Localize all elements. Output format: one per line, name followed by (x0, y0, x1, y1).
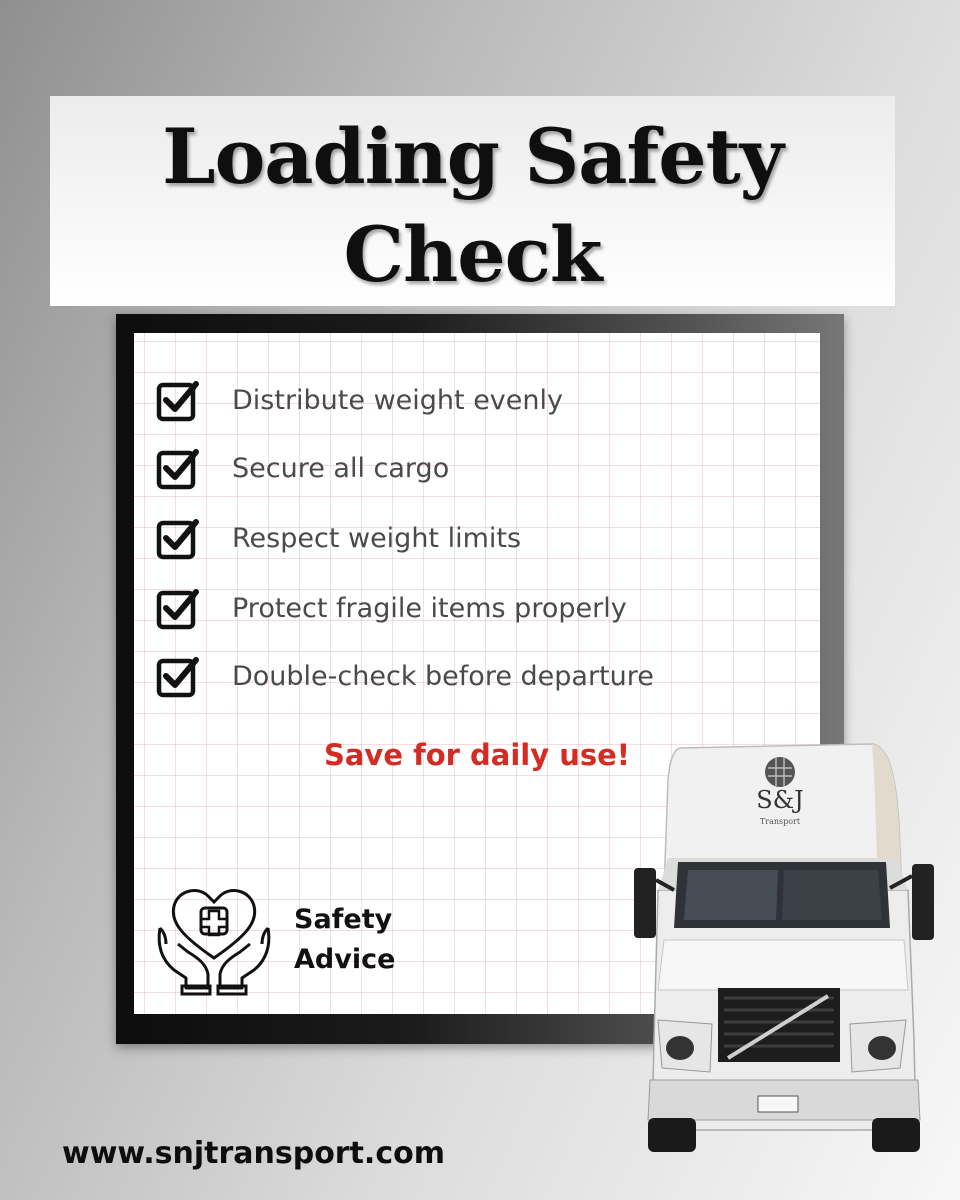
checkbox-checked-icon (156, 654, 200, 698)
advice-line-1: Safety (294, 904, 393, 935)
checklist-item (156, 586, 627, 630)
checklist-item-label: Double-check before departure (232, 660, 654, 692)
truck-brand-text: S&J (756, 786, 804, 814)
website-link[interactable]: www.snjtransport.com (62, 1136, 445, 1171)
checklist-item-label: Distribute weight evenly (232, 384, 563, 416)
checklist-item-label: Protect fragile items properly (232, 592, 627, 624)
checklist-item (156, 378, 563, 422)
checkbox-checked-icon (156, 446, 200, 490)
page-title (50, 108, 895, 304)
checklist-item (156, 654, 654, 698)
truck-sub-text: Transport (759, 817, 801, 826)
semi-truck-image (628, 740, 940, 1160)
checkbox-checked-icon (156, 516, 200, 560)
checklist-item (156, 516, 521, 560)
title-line-1: Loading Safety (162, 112, 783, 201)
safety-advice-label (294, 900, 395, 980)
checklist-item (156, 446, 449, 490)
checkbox-checked-icon (156, 378, 200, 422)
checklist-item-label: Respect weight limits (232, 522, 522, 554)
hands-heart-medical-icon (152, 878, 276, 998)
checklist-item-label: Secure all cargo (232, 452, 450, 484)
checkbox-checked-icon (156, 586, 200, 630)
advice-line-2: Advice (294, 944, 396, 975)
save-callout: Save for daily use! (323, 738, 631, 772)
title-line-2: Check (343, 210, 602, 299)
